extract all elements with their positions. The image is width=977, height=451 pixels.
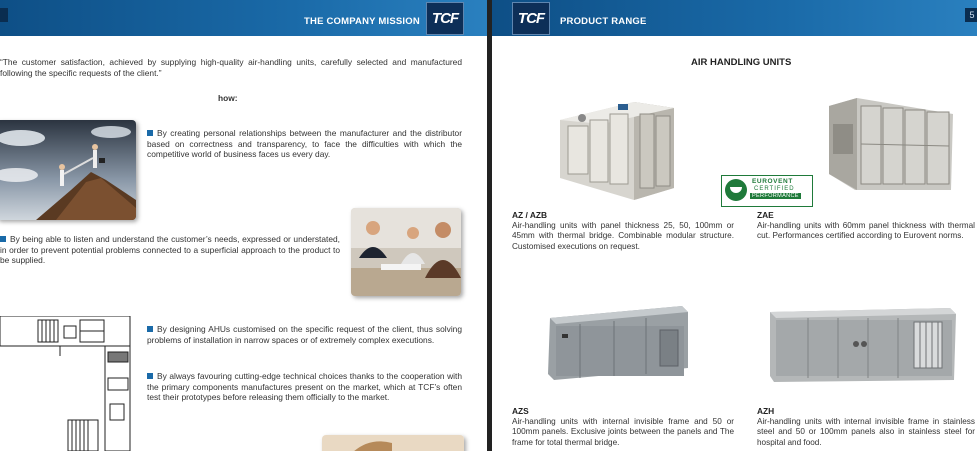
floor-plan-drawing <box>0 316 134 451</box>
left-page <box>0 0 487 451</box>
badge-line3: PERFORMANCE <box>752 193 799 199</box>
point-technical: By always favouring cutting-edge technical choices thanks to the cooperation with the primary components manufactures present on the market, which at TCF’s often test their prototypes before releasing them officially to the market. <box>147 371 462 403</box>
product-zae-name: ZAE <box>757 210 774 220</box>
right-header-bar <box>492 0 977 36</box>
product-az-name: AZ / AZB <box>512 210 548 220</box>
product-azs-description: Air-handling units with internal invisible frame and 50 or 100mm panels. Exclusive joints between the panels and The frame for total thermal bridge. <box>512 417 734 447</box>
section-title: AIR HANDLING UNITS <box>691 57 792 68</box>
unit-azs-image <box>544 302 692 382</box>
bullet-icon <box>147 326 153 332</box>
climbers-photo <box>0 120 136 220</box>
product-azh-name: AZH <box>757 406 775 416</box>
page-number-tab <box>0 8 8 22</box>
tcf-logo: TCF <box>512 2 550 35</box>
point-design: By designing AHUs customised on the specific request of the client, thus solving problems of installation in narrow spaces or of extremely complex executions. <box>147 324 462 345</box>
product-azh-description: Air-handling units with internal invisible frame in stainless steel and 50 or 100mm panels also in stainless steel for hospital and food. <box>757 417 975 447</box>
left-header-bar <box>0 0 487 36</box>
product-az-description: Air-handling units with panel thickness 25, 50, 100mm or 45mm with thermal bridge. Combinable modular structure. Customised executions on request. <box>512 221 734 251</box>
right-header-title: PRODUCT RANGE <box>560 16 647 27</box>
bullet-icon <box>147 373 153 379</box>
left-header-title: THE COMPANY MISSION <box>304 16 420 27</box>
meeting-photo <box>351 208 461 296</box>
product-azs-name: AZS <box>512 406 529 416</box>
right-page <box>492 0 977 451</box>
tcf-logo: TCF <box>426 2 464 35</box>
page-number: 5 <box>965 8 977 22</box>
badge-line1: EUROVENT <box>752 178 793 185</box>
badge-line2: CERTIFIED <box>754 186 795 192</box>
how-label: how: <box>218 93 238 103</box>
bottom-photo <box>322 435 464 451</box>
bullet-icon <box>0 236 6 242</box>
unit-az-image <box>554 92 680 202</box>
eurovent-logo-icon <box>725 179 747 201</box>
mission-quote: “The customer satisfaction, achieved by supplying high-quality air-handling units, carefully selected and manufactured following the specific requests of the client.” <box>0 57 462 78</box>
product-zae-description: Air-handling units with 60mm panel thickness with thermal cut. Performances certified according to Eurovent norms. <box>757 221 975 241</box>
point-relationships: By creating personal relationships between the manufacturer and the distributor based on correctness and transparency, to face the difficulties with which the competitive world of business faces us every day. <box>147 128 462 160</box>
bullet-icon <box>147 130 153 136</box>
eurovent-badge <box>721 175 813 207</box>
point-listen: By being able to listen and understand the customer’s needs, expressed or understated, in order to prevent potential problems connected to a superficial approach to the product to be supplied. <box>0 234 340 266</box>
unit-azh-image <box>768 304 958 384</box>
unit-zae-image <box>825 94 955 194</box>
